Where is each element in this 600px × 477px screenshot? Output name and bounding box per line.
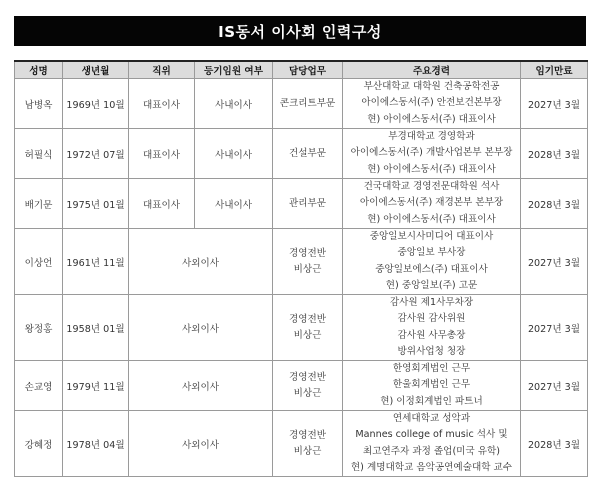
career-line: 방위사업청 청장 bbox=[397, 345, 466, 357]
career-line: 중앙일보시사미디어 대표이사 bbox=[369, 231, 494, 243]
table-row bbox=[15, 79, 588, 129]
header-career: 주요경력 bbox=[343, 61, 521, 79]
career-line: 부산대학교 대학원 건축공학전공 bbox=[363, 81, 500, 93]
duty-line: 경영전반 bbox=[288, 247, 327, 259]
member-duty bbox=[273, 229, 343, 295]
duty-line: 콘크리트부문 bbox=[279, 97, 336, 109]
duty-line: 비상근 bbox=[293, 263, 322, 275]
header-name: 성명 bbox=[15, 61, 63, 79]
duty-line: 비상근 bbox=[293, 387, 322, 399]
member-career bbox=[343, 79, 521, 129]
career-line: 부경대학교 경영학과 bbox=[388, 131, 475, 143]
member-term: 2027년 3월 bbox=[521, 295, 588, 361]
career-line: 감사원 사무총장 bbox=[397, 329, 466, 341]
member-position: 대표이사 bbox=[129, 179, 195, 229]
member-duty bbox=[273, 295, 343, 361]
member-role-merged: 사외이사 bbox=[129, 229, 273, 295]
career-line: 현) 중앙일보(주) 고문 bbox=[385, 279, 478, 291]
table-header-row bbox=[15, 61, 588, 79]
career-line: 아이에스동서(주) 개발사업본부 본부장 bbox=[350, 147, 513, 159]
member-birth: 1961년 11월 bbox=[63, 229, 129, 295]
career-line: 현) 아이에스동서(주) 대표이사 bbox=[367, 213, 496, 225]
member-birth: 1979년 11월 bbox=[63, 361, 129, 411]
career-line: 감사원 감사위원 bbox=[397, 313, 466, 325]
member-name: 배기문 bbox=[15, 179, 63, 229]
duty-line: 경영전반 bbox=[288, 313, 327, 325]
member-career bbox=[343, 179, 521, 229]
career-line: 한울회계법인 근무 bbox=[392, 379, 471, 391]
member-position: 대표이사 bbox=[129, 129, 195, 179]
member-career bbox=[343, 411, 521, 477]
career-line: 연세대학교 성악과 bbox=[392, 413, 471, 425]
member-name: 남병옥 bbox=[15, 79, 63, 129]
table-row bbox=[15, 411, 588, 477]
member-career bbox=[343, 295, 521, 361]
member-duty bbox=[273, 411, 343, 477]
career-line: 최고연주자 과정 졸업(미국 유학) bbox=[362, 445, 501, 457]
member-term: 2028년 3월 bbox=[521, 129, 588, 179]
duty-line: 건설부문 bbox=[288, 147, 327, 159]
header-registered: 등기임원 여부 bbox=[195, 61, 273, 79]
member-birth: 1958년 01월 bbox=[63, 295, 129, 361]
table-row bbox=[15, 361, 588, 411]
career-line: 중앙일보에스(주) 대표이사 bbox=[375, 263, 488, 275]
member-career bbox=[343, 229, 521, 295]
member-duty bbox=[273, 129, 343, 179]
member-name: 손교영 bbox=[15, 361, 63, 411]
member-role-merged: 사외이사 bbox=[129, 295, 273, 361]
member-birth: 1975년 01월 bbox=[63, 179, 129, 229]
header-duty: 담당업무 bbox=[273, 61, 343, 79]
header-position: 직위 bbox=[129, 61, 195, 79]
page-title: IS동서 이사회 인력구성 bbox=[14, 16, 586, 46]
career-line: 건국대학교 경영전문대학원 석사 bbox=[363, 181, 500, 193]
table-row bbox=[15, 129, 588, 179]
duty-line: 경영전반 bbox=[288, 429, 327, 441]
member-birth: 1969년 10월 bbox=[63, 79, 129, 129]
table-row bbox=[15, 295, 588, 361]
member-position: 대표이사 bbox=[129, 79, 195, 129]
member-name: 왕정홍 bbox=[15, 295, 63, 361]
table-row bbox=[15, 229, 588, 295]
member-registered: 사내이사 bbox=[195, 79, 273, 129]
duty-line: 관리부문 bbox=[288, 197, 327, 209]
career-line: 아이에스동서(주) 재경본부 본부장 bbox=[359, 197, 504, 209]
member-term: 2028년 3월 bbox=[521, 179, 588, 229]
career-line: 한영회계법인 근무 bbox=[392, 363, 471, 375]
member-registered: 사내이사 bbox=[195, 179, 273, 229]
career-line: 현) 아이에스동서(주) 대표이사 bbox=[367, 163, 496, 175]
member-career bbox=[343, 361, 521, 411]
duty-line: 비상근 bbox=[293, 329, 322, 341]
member-term: 2028년 3월 bbox=[521, 411, 588, 477]
career-line: 현) 이정회계법인 파트너 bbox=[380, 395, 483, 407]
career-line: 현) 계명대학교 음악공연예술대학 교수 bbox=[350, 461, 513, 473]
member-role-merged: 사외이사 bbox=[129, 361, 273, 411]
table-row bbox=[15, 179, 588, 229]
member-registered: 사내이사 bbox=[195, 129, 273, 179]
header-birth: 생년월 bbox=[63, 61, 129, 79]
member-duty bbox=[273, 361, 343, 411]
member-name: 강혜정 bbox=[15, 411, 63, 477]
member-name: 허필식 bbox=[15, 129, 63, 179]
career-line: 현) 아이에스동서(주) 대표이사 bbox=[367, 113, 496, 125]
member-role-merged: 사외이사 bbox=[129, 411, 273, 477]
header-term: 임기만료 bbox=[521, 61, 588, 79]
member-career bbox=[343, 129, 521, 179]
member-birth: 1972년 07월 bbox=[63, 129, 129, 179]
member-term: 2027년 3월 bbox=[521, 229, 588, 295]
career-line: Mannes college of music 석사 및 bbox=[355, 429, 508, 441]
career-line: 아이에스동서(주) 안전보건본부장 bbox=[361, 97, 502, 109]
member-term: 2027년 3월 bbox=[521, 79, 588, 129]
career-line: 중앙일보 부사장 bbox=[397, 247, 466, 259]
career-line: 감사원 제1사무차장 bbox=[389, 297, 474, 309]
duty-line: 경영전반 bbox=[288, 371, 327, 383]
duty-line: 비상근 bbox=[293, 445, 322, 457]
member-birth: 1978년 04월 bbox=[63, 411, 129, 477]
member-name: 이상언 bbox=[15, 229, 63, 295]
board-composition-table bbox=[14, 60, 588, 477]
member-duty bbox=[273, 179, 343, 229]
member-term: 2027년 3월 bbox=[521, 361, 588, 411]
member-duty bbox=[273, 79, 343, 129]
